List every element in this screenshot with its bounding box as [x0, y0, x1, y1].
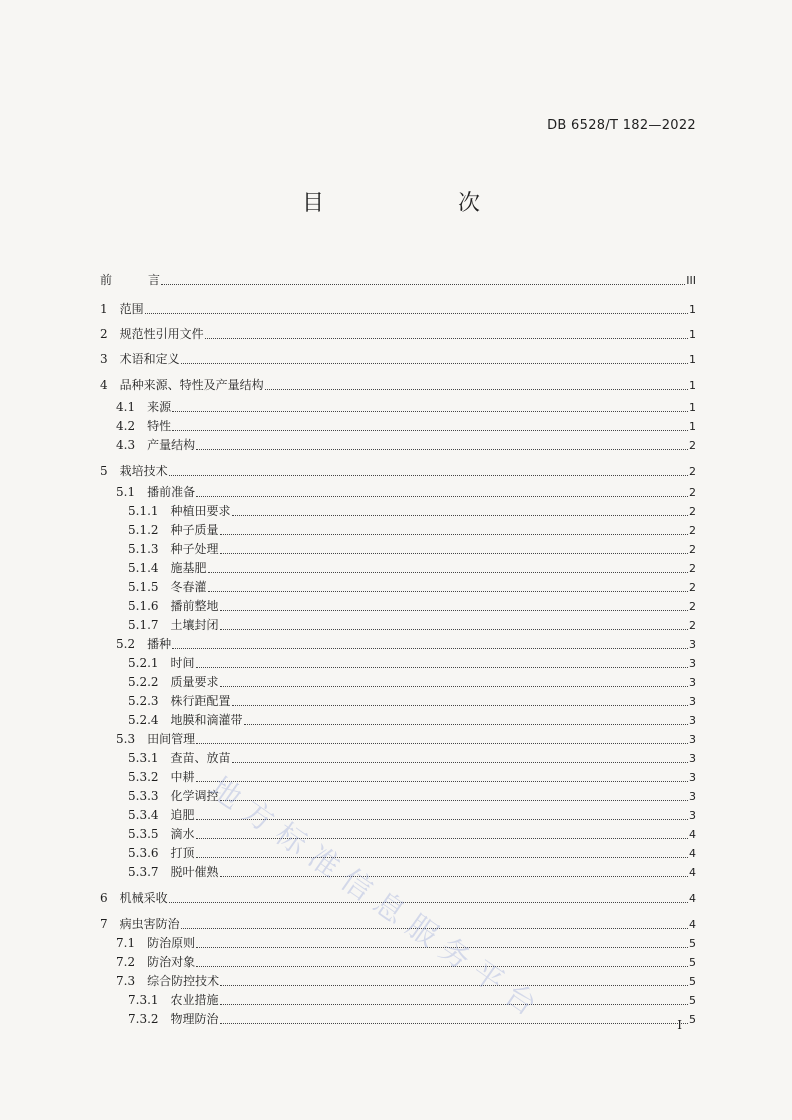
- toc-entry-page: 1: [689, 379, 696, 392]
- toc-leader-dots: [172, 429, 688, 431]
- toc-entry-page: 3: [689, 771, 696, 784]
- toc-leader-dots: [172, 410, 688, 412]
- toc-entry[interactable]: [100, 274, 696, 287]
- toc-entry[interactable]: [128, 771, 696, 784]
- toc-entry-page: 4: [689, 918, 696, 931]
- toc-title: 目 次: [301, 191, 510, 216]
- toc-entry[interactable]: [128, 676, 696, 689]
- toc-leader-dots: [220, 984, 688, 986]
- toc-entry[interactable]: [116, 420, 696, 433]
- toc-entry[interactable]: [128, 657, 696, 670]
- toc-entry-label: 3 术语和定义: [100, 352, 180, 366]
- toc-entry[interactable]: [100, 465, 696, 478]
- toc-entry[interactable]: [128, 866, 696, 879]
- toc-entry-page: 4: [689, 866, 696, 879]
- toc-entry-page: 3: [689, 676, 696, 689]
- toc-entry[interactable]: [100, 353, 696, 366]
- toc-leader-dots: [220, 628, 688, 630]
- toc-entry-page: 2: [689, 619, 696, 632]
- toc-entry-page: 5: [689, 937, 696, 950]
- toc-entry-page: 3: [689, 657, 696, 670]
- toc-entry-label: 7.3.2 物理防治: [128, 1012, 219, 1026]
- toc-entry-label: 5.3 田间管理: [116, 732, 196, 746]
- toc-entry[interactable]: [128, 695, 696, 708]
- toc-leader-dots: [181, 362, 688, 364]
- toc-entry[interactable]: [128, 524, 696, 537]
- toc-leader-dots: [196, 856, 688, 858]
- toc-leader-dots: [220, 1022, 688, 1024]
- toc-entry-label: 5.1.6 播前整地: [128, 599, 219, 613]
- toc-entry-label: 5.1.4 施基肥: [128, 561, 207, 575]
- toc-leader-dots: [265, 388, 688, 390]
- toc-entry-label: 5.2.4 地膜和滴灌带: [128, 713, 243, 727]
- toc-leader-dots: [196, 742, 688, 744]
- toc-entry-page: 2: [689, 465, 696, 478]
- toc-entry-page: 5: [689, 1013, 696, 1026]
- toc-entry-page: 2: [689, 543, 696, 556]
- toc-entry[interactable]: [128, 619, 696, 632]
- toc-entry-label: 5.1.7 土壤封闭: [128, 618, 219, 632]
- toc-entry-label: 5.3.6 打顶: [128, 846, 195, 860]
- toc-leader-dots: [220, 685, 688, 687]
- toc-entry-label: 5.1.3 种子处理: [128, 542, 219, 556]
- toc-entry-label: 前 言: [100, 273, 161, 287]
- toc-entry-page: 2: [689, 524, 696, 537]
- toc-leader-dots: [220, 799, 688, 801]
- toc-entry[interactable]: [100, 379, 696, 392]
- toc-leader-dots: [244, 723, 688, 725]
- toc-entry-page: 2: [689, 505, 696, 518]
- toc-entry[interactable]: [128, 562, 696, 575]
- toc-entry[interactable]: [100, 328, 696, 341]
- toc-entry-page: 1: [689, 401, 696, 414]
- toc-entry[interactable]: [116, 638, 696, 651]
- toc-entry[interactable]: [128, 600, 696, 613]
- toc-entry-label: 7 病虫害防治: [100, 917, 180, 931]
- toc-entry-label: 7.1 防治原则: [116, 936, 196, 950]
- toc-entry[interactable]: [128, 828, 696, 841]
- toc-entry[interactable]: [128, 809, 696, 822]
- page-number: I: [677, 1018, 682, 1032]
- toc-leader-dots: [220, 875, 688, 877]
- toc-entry-label: 5.3.3 化学调控: [128, 789, 219, 803]
- toc-entry[interactable]: [116, 439, 696, 452]
- toc-entry[interactable]: [128, 505, 696, 518]
- toc-entry-page: 1: [689, 303, 696, 316]
- toc-entry-page: 3: [689, 790, 696, 803]
- toc-leader-dots: [220, 1003, 688, 1005]
- toc-entry[interactable]: [128, 581, 696, 594]
- toc-leader-dots: [208, 590, 688, 592]
- toc-leader-dots: [208, 571, 688, 573]
- toc-entry-page: 3: [689, 695, 696, 708]
- toc-entry-page: 2: [689, 600, 696, 613]
- toc-leader-dots: [196, 666, 688, 668]
- toc-entry[interactable]: [116, 956, 696, 969]
- toc-entry[interactable]: [128, 994, 696, 1007]
- toc-entry-page: 1: [689, 420, 696, 433]
- toc-leader-dots: [172, 647, 688, 649]
- toc-entry-label: 4.1 来源: [116, 400, 172, 414]
- toc-leader-dots: [196, 448, 688, 450]
- toc-entry[interactable]: [100, 303, 696, 316]
- toc-entry-label: 2 规范性引用文件: [100, 327, 204, 341]
- toc-entry-page: 1: [689, 353, 696, 366]
- toc-entry-page: 5: [689, 975, 696, 988]
- toc-entry-label: 7.3.1 农业措施: [128, 993, 219, 1007]
- toc-leader-dots: [232, 761, 688, 763]
- toc-leader-dots: [232, 704, 688, 706]
- toc-entry-label: 5.1.2 种子质量: [128, 523, 219, 537]
- toc-leader-dots: [196, 495, 688, 497]
- toc-entry[interactable]: [128, 847, 696, 860]
- toc-entry-label: 4.2 特性: [116, 419, 172, 433]
- toc-entry-page: 3: [689, 752, 696, 765]
- toc-leader-dots: [169, 901, 688, 903]
- toc-entry-page: 3: [689, 809, 696, 822]
- toc-leader-dots: [161, 283, 685, 285]
- toc-entry-label: 5.1.1 种植田要求: [128, 504, 231, 518]
- toc-entry-page: 2: [689, 562, 696, 575]
- toc-entry-page: 3: [689, 733, 696, 746]
- toc-entry[interactable]: [116, 733, 696, 746]
- toc-leader-dots: [145, 312, 688, 314]
- toc-entry-label: 5.2.2 质量要求: [128, 675, 219, 689]
- toc-entry-page: 5: [689, 994, 696, 1007]
- toc-entry-page: 3: [689, 638, 696, 651]
- watermark: 地方标准信息服务平台: [202, 770, 551, 1029]
- toc-leader-dots: [220, 609, 688, 611]
- toc-entry-label: 1 范围: [100, 302, 144, 316]
- toc-entry-label: 5.2 播种: [116, 637, 172, 651]
- toc-leader-dots: [196, 780, 688, 782]
- document-code: DB 6528/T 182—2022: [547, 118, 696, 133]
- toc-entry-page: 5: [689, 956, 696, 969]
- toc-entry-page: 4: [689, 847, 696, 860]
- toc-leader-dots: [169, 474, 688, 476]
- toc-entry-page: 2: [689, 439, 696, 452]
- toc-entry[interactable]: [128, 1013, 696, 1026]
- toc-entry[interactable]: [116, 486, 696, 499]
- toc-entry-page: 4: [689, 892, 696, 905]
- toc-entry-label: 5 栽培技术: [100, 464, 168, 478]
- toc-entry-label: 5.3.2 中耕: [128, 770, 195, 784]
- toc-entry[interactable]: [128, 543, 696, 556]
- toc-entry[interactable]: [128, 714, 696, 727]
- toc-entry-label: 5.1.5 冬春灌: [128, 580, 207, 594]
- toc-entry-label: 4 品种来源、特性及产量结构: [100, 378, 264, 392]
- toc-entry-label: 6 机械采收: [100, 891, 168, 905]
- toc-entry-label: 7.3 综合防控技术: [116, 974, 220, 988]
- toc-entry-label: 5.3.7 脱叶催熟: [128, 865, 219, 879]
- toc-entry-label: 5.2.3 株行距配置: [128, 694, 231, 708]
- toc-entry-label: 5.3.4 追肥: [128, 808, 195, 822]
- toc-entry-label: 5.2.1 时间: [128, 656, 195, 670]
- toc-entry-label: 4.3 产量结构: [116, 438, 196, 452]
- toc-entry-label: 5.3.5 滴水: [128, 827, 195, 841]
- toc-entry-page: 2: [689, 581, 696, 594]
- toc-entry-page: 3: [689, 714, 696, 727]
- toc-entry-page: 4: [689, 828, 696, 841]
- toc-entry-page: III: [686, 274, 696, 287]
- toc-entry[interactable]: [116, 401, 696, 414]
- toc-leader-dots: [205, 337, 688, 339]
- toc-entry-label: 7.2 防治对象: [116, 955, 196, 969]
- toc-leader-dots: [220, 533, 688, 535]
- toc-entry-label: 5.1 播前准备: [116, 485, 196, 499]
- toc-entry-label: 5.3.1 查苗、放苗: [128, 751, 231, 765]
- toc-entry-page: 1: [689, 328, 696, 341]
- toc-leader-dots: [220, 552, 688, 554]
- toc-leader-dots: [232, 514, 688, 516]
- toc-entry[interactable]: [128, 752, 696, 765]
- toc-entry-page: 2: [689, 486, 696, 499]
- toc-entry[interactable]: [116, 975, 696, 988]
